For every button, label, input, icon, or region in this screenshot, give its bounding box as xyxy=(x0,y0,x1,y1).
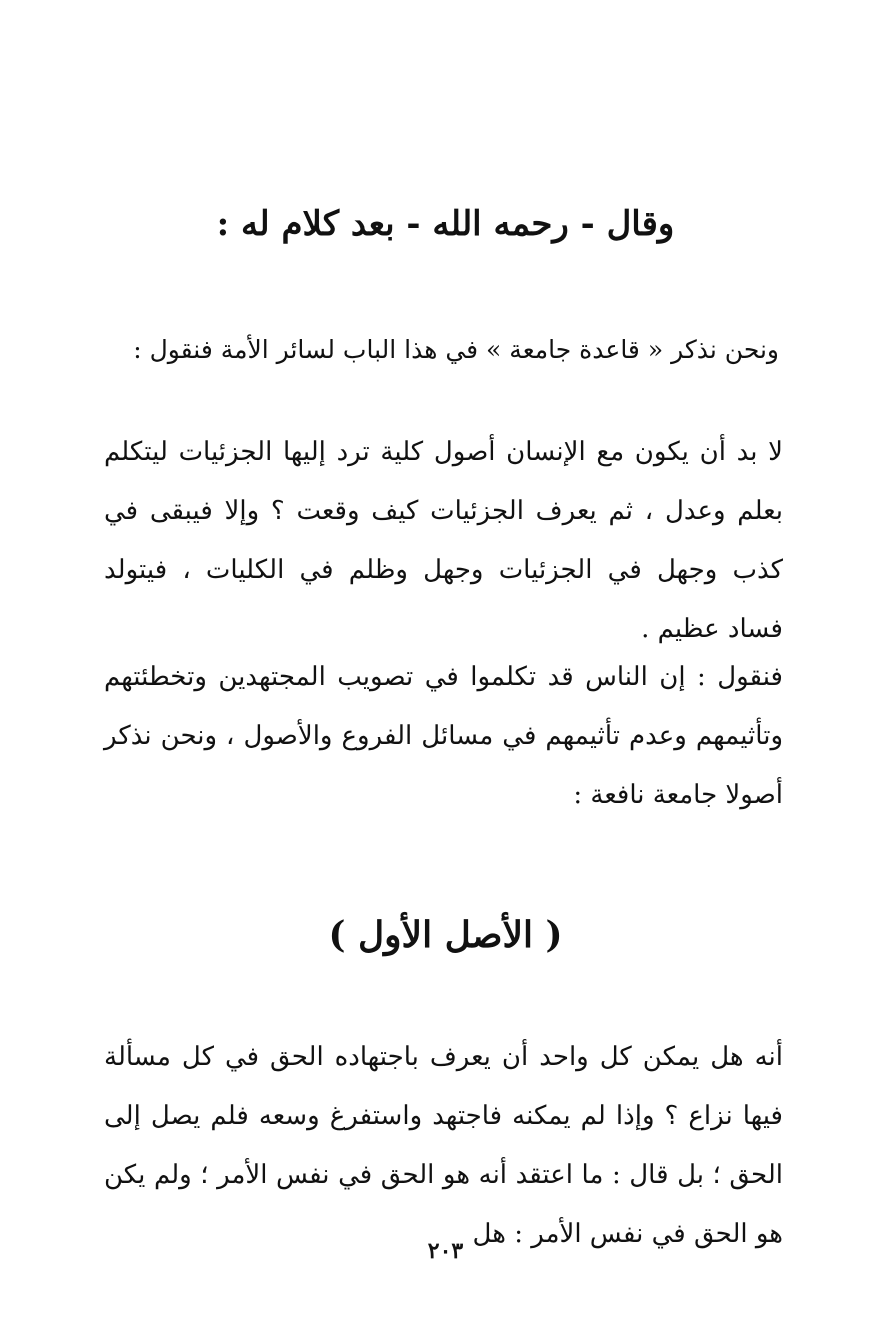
intro-paragraph: ونحن نذكر « قاعدة جامعة » في هذا الباب لسائر الأمة فنقول : xyxy=(133,335,779,364)
subsection-heading: ( الأصل الأول ) xyxy=(328,914,563,956)
section-heading: وقال - رحمه الله - بعد كلام له : xyxy=(216,204,675,244)
page-number: ٢٠٣ xyxy=(427,1238,464,1264)
body-paragraph-3: أنه هل يمكن كل واحد أن يعرف باجتهاده الحق في كل مسألة فيها نزاع ؟ وإذا لم يمكنه فاجتهد واستفرغ وسعه فلم يصل إلى الحق ؛ بل قال : ما اعتقد أنه هو الحق في نفس الأمر ؛ ولم يكن هو الحق في نفس الأمر : هل xyxy=(104,1042,783,1249)
body-paragraph-1: لا بد أن يكون مع الإنسان أصول كلية ترد إليها الجزئيات ليتكلم بعلم وعدل ، ثم يعرف الجزئيات كيف وقعت ؟ وإلا فيبقى في كذب وجهل في الجزئيات وجهل وظلم في الكليات ، فيتولد فساد عظيم . xyxy=(104,437,783,644)
body-paragraph-2: فنقول : إن الناس قد تكلموا في تصويب المجتهدين وتخطئتهم وتأثيمهم وعدم تأثيمهم في مسائل الفروع والأصول ، ونحن نذكر أصولا جامعة نافعة : xyxy=(104,662,783,810)
